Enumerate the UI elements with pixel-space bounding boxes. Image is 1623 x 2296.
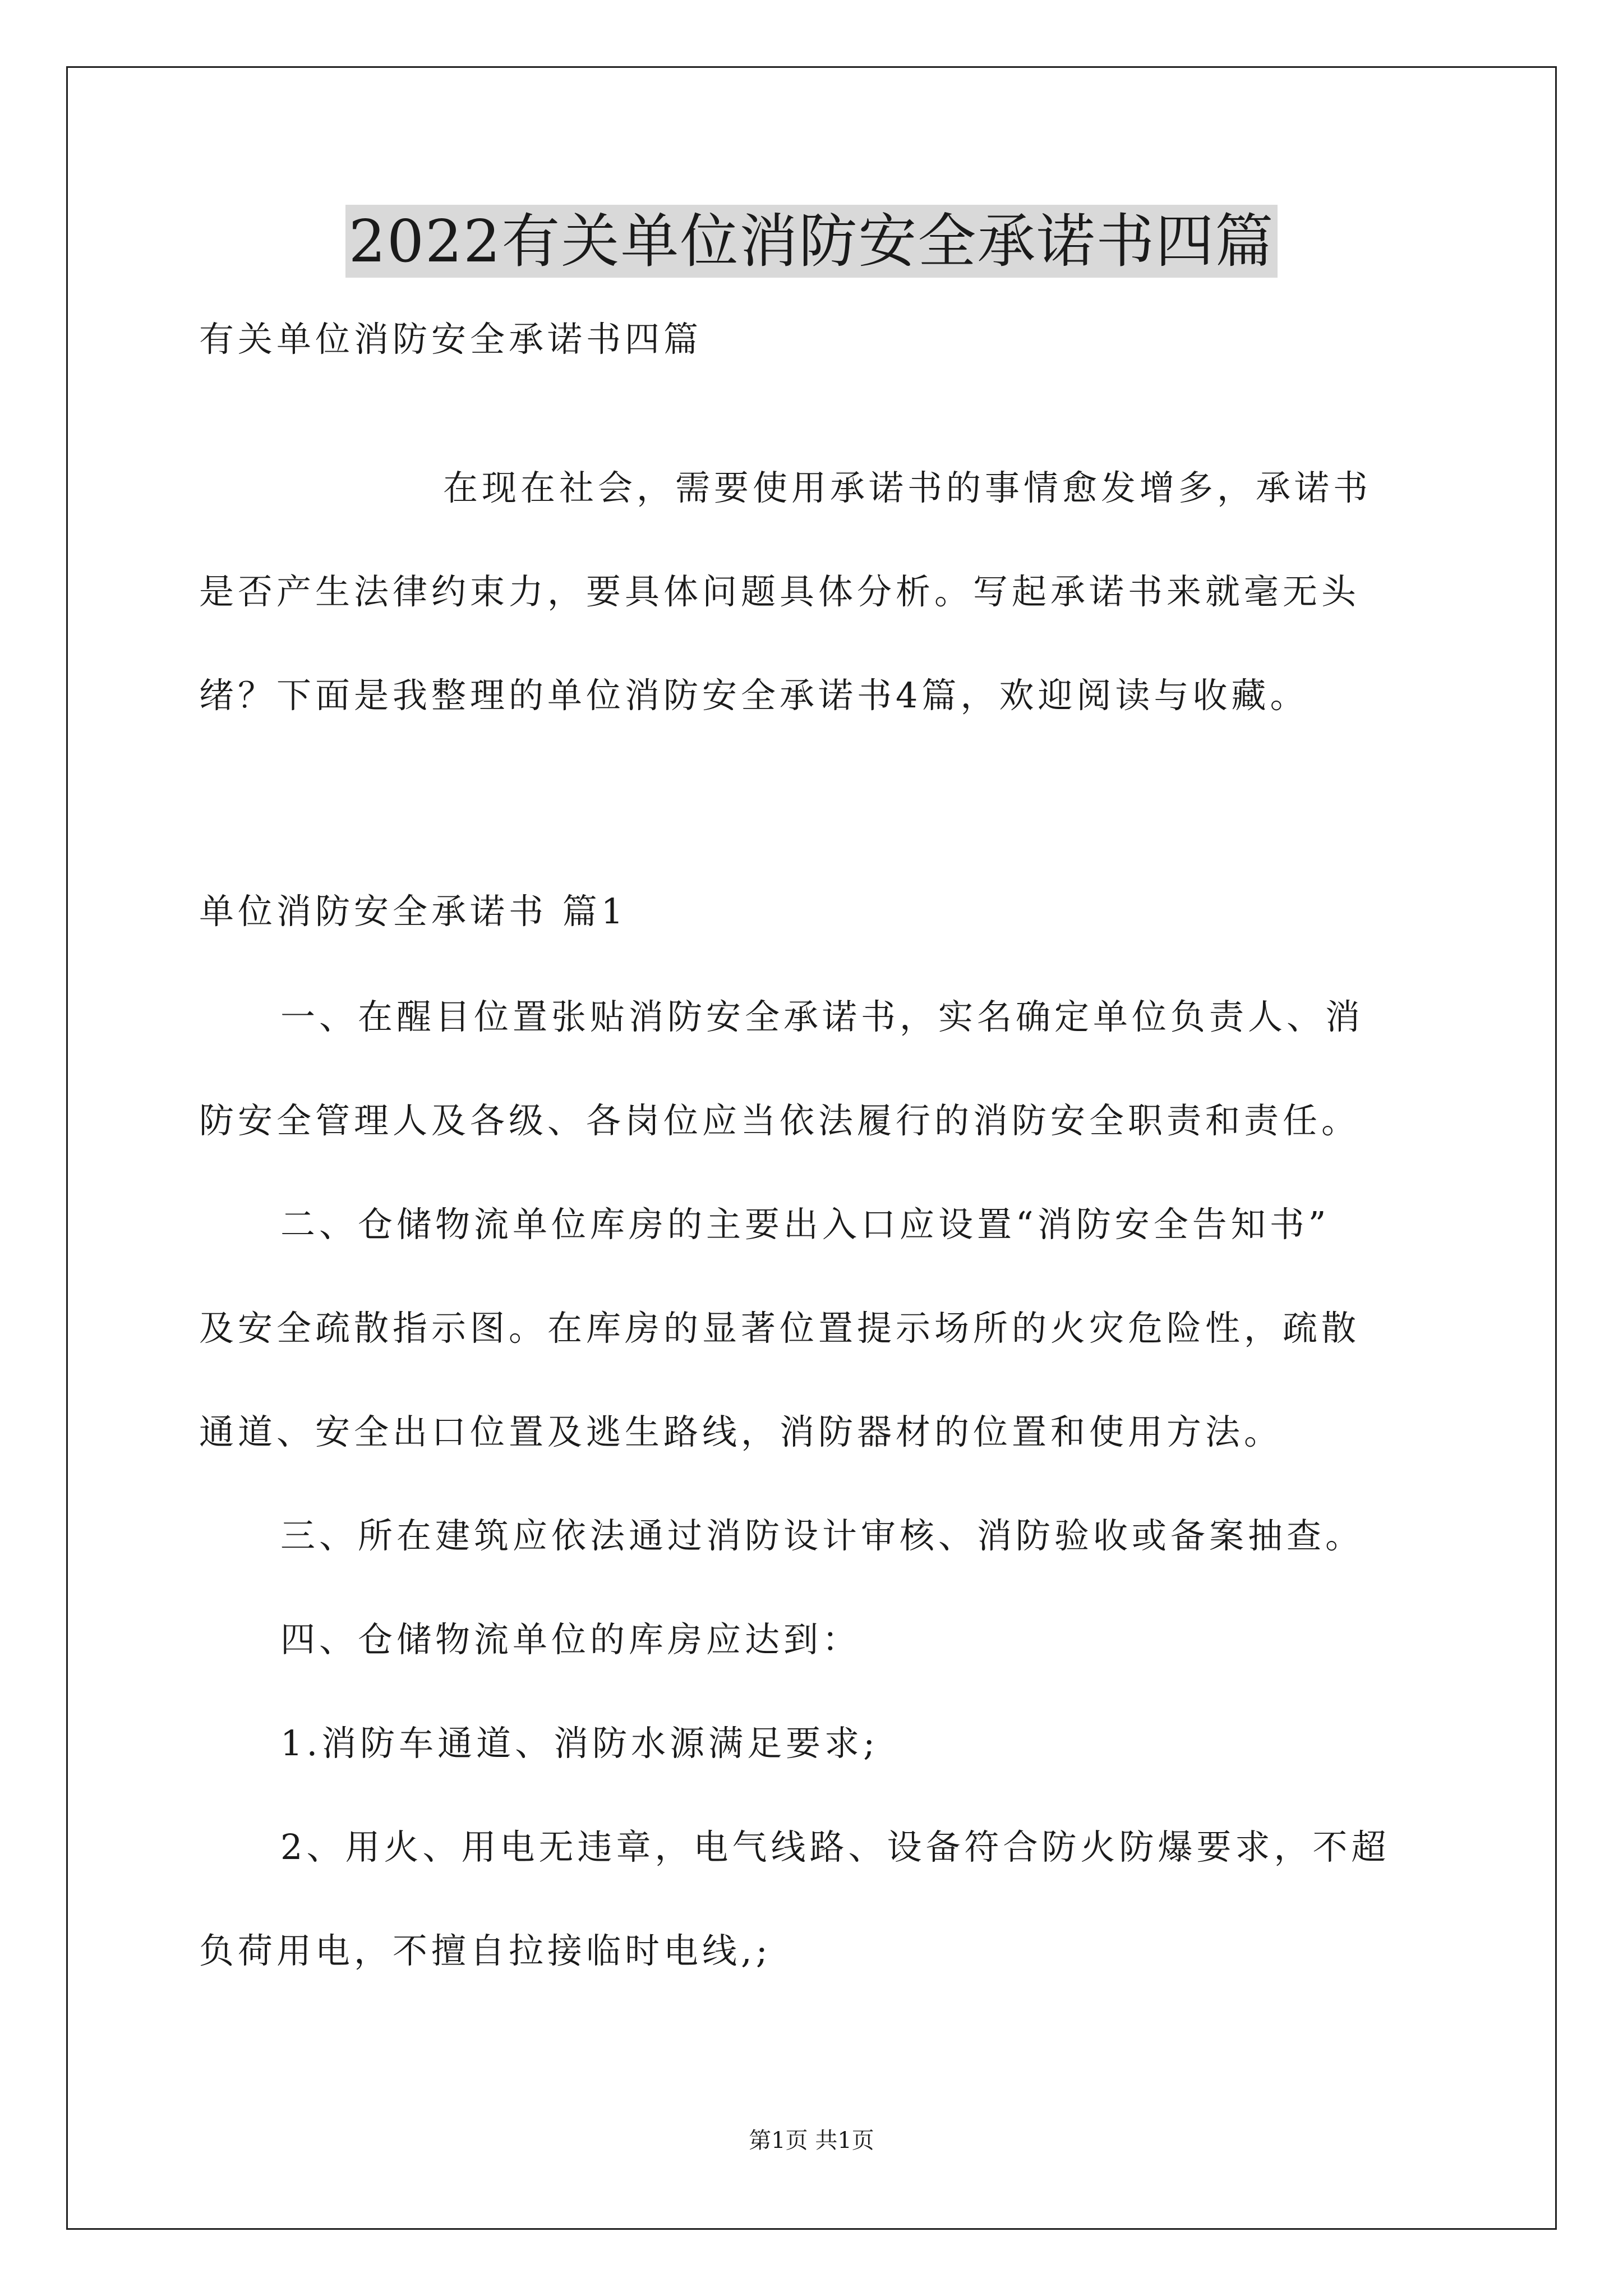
paragraph-line: 防安全管理人及各级、各岗位应当依法履行的消防安全职责和责任。: [199, 1100, 1361, 1141]
document-title: [0, 202, 1623, 280]
paragraph-line: 负荷用电，不擅自拉接临时电线,;: [199, 1930, 772, 1971]
paragraph-line: 及安全疏散指示图。在库房的显著位置提示场所的火灾危险性，疏散: [199, 1308, 1361, 1349]
paragraph-line: 通道、安全出口位置及逃生路线，消防器材的位置和使用方法。: [199, 1411, 1283, 1452]
section-heading: 单位消防安全承诺书 篇1: [199, 891, 628, 932]
paragraph-line: 2、用火、用电无违章，电气线路、设备符合防火防爆要求，不超: [280, 1826, 1390, 1867]
intro-line-2: 是否产生法律约束力，要具体问题具体分析。写起承诺书来就毫无头: [199, 571, 1361, 612]
page-border: [66, 66, 1557, 2230]
intro-line-1: 在现在社会，需要使用承诺书的事情愈发增多，承诺书: [443, 467, 1372, 508]
paragraph-line: 四、仓储物流单位的库房应达到：: [280, 1619, 861, 1660]
paragraph-line: 一、在醒目位置张贴消防安全承诺书，实名确定单位负责人、消: [280, 996, 1364, 1037]
document-title-text: 2022有关单位消防安全承诺书四篇: [345, 205, 1278, 278]
page-footer: 第1页 共1页: [749, 2128, 874, 2154]
subtitle-line: 有关单位消防安全承诺书四篇: [199, 319, 703, 360]
paragraph-line: 二、仓储物流单位库房的主要出入口应设置“消防安全告知书”: [280, 1204, 1330, 1245]
paragraph-line: 三、所在建筑应依法通过消防设计审核、消防验收或备案抽查。: [280, 1515, 1364, 1556]
intro-line-3: 绪？下面是我整理的单位消防安全承诺书4篇，欢迎阅读与收藏。: [199, 675, 1309, 716]
paragraph-line: 1.消防车通道、消防水源满足要求;: [280, 1723, 879, 1764]
